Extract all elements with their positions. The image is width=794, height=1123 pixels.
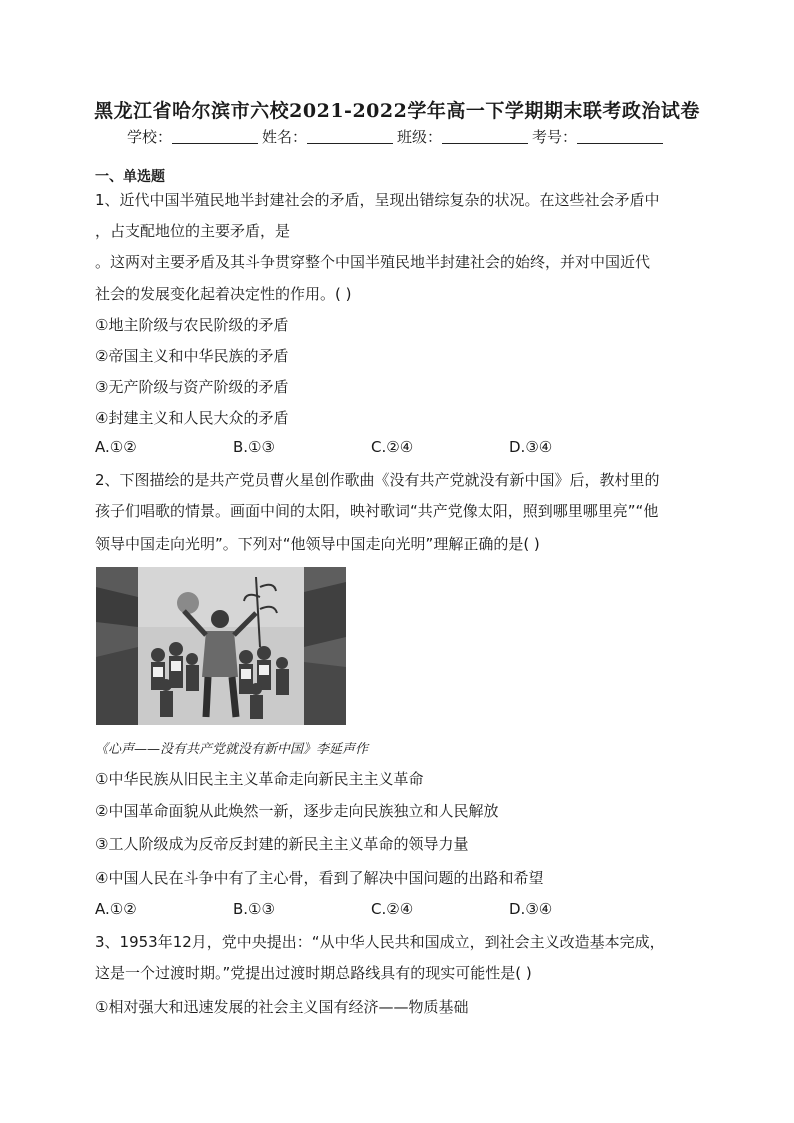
q1-line-4: 社会的发展变化起着决定性的作用。( ) [95,285,352,303]
q1-option-c: C.②④ [371,438,414,456]
q2-options [95,900,695,918]
q2-option-b: B.①③ [233,900,275,918]
q1-option-b: B.①③ [233,438,275,456]
q2-line-1: 2、下图描绘的是共产党员曹火星创作歌曲《没有共产党就没有新中国》后，教村里的 [95,471,660,489]
painting-illustration [96,567,346,725]
q1-line-1: 1、近代中国半殖民地半封建社会的矛盾，呈现出错综复杂的状况。在这些社会矛盾中 [95,191,660,209]
class-label: 班级： [397,128,443,146]
painting-caption: 《心声——没有共产党就没有新中国》李延声作 [95,742,369,757]
q1-statement-4: ④封建主义和人民大众的矛盾 [95,409,289,427]
q3-line-1: 3、1953年12月，党中央提出：“从中华人民共和国成立，到社会主义改造基本完成， [95,933,665,951]
q1-statement-2: ②帝国主义和中华民族的矛盾 [95,347,289,365]
school-blank [172,128,258,144]
exam-no-label: 考号： [532,128,578,146]
q1-statement-3: ③无产阶级与资产阶级的矛盾 [95,378,289,396]
name-blank [307,128,393,144]
q1-options [95,438,695,456]
name-label: 姓名： [261,128,307,146]
q3-line-2: 这是一个过渡时期。”党提出过渡时期总路线具有的现实可能性是( ) [95,964,532,982]
q2-option-c: C.②④ [371,900,414,918]
class-blank [442,128,528,144]
q2-option-a: A.①② [95,900,137,918]
q2-option-d: D.③④ [509,900,553,918]
student-info-row [0,126,794,147]
q2-line-2: 孩子们唱歌的情景。画面中间的太阳，映衬歌词“共产党像太阳，照到哪里哪里亮”“他 [95,502,659,520]
section-title: 一、单选题 [95,169,165,185]
q2-statement-3: ③工人阶级成为反帝反封建的新民主主义革命的领导力量 [95,835,469,853]
q2-line-3: 领导中国走向光明”。下列对“他领导中国走向光明”理解正确的是( ) [95,535,540,553]
q3-statement-1: ①相对强大和迅速发展的社会主义国有经济——物质基础 [95,998,469,1016]
q2-statement-4: ④中国人民在斗争中有了主心骨，看到了解决中国问题的出路和希望 [95,869,544,887]
q1-option-a: A.①② [95,438,137,456]
exam-no-blank [577,128,663,144]
q2-statement-1: ①中华民族从旧民主主义革命走向新民主主义革命 [95,770,424,788]
exam-title: 黑龙江省哈尔滨市六校2021-2022学年高一下学期期末联考政治试卷 [94,100,700,122]
q2-statement-2: ②中国革命面貌从此焕然一新，逐步走向民族独立和人民解放 [95,802,499,820]
q1-option-d: D.③④ [509,438,553,456]
q1-line-3: 。这两对主要矛盾及其斗争贯穿整个中国半殖民地半封建社会的始终，并对中国近代 [95,253,651,271]
school-label: 学校： [126,128,172,146]
q1-line-2: ，占支配地位的主要矛盾，是 [95,222,291,240]
q1-statement-1: ①地主阶级与农民阶级的矛盾 [95,316,289,334]
